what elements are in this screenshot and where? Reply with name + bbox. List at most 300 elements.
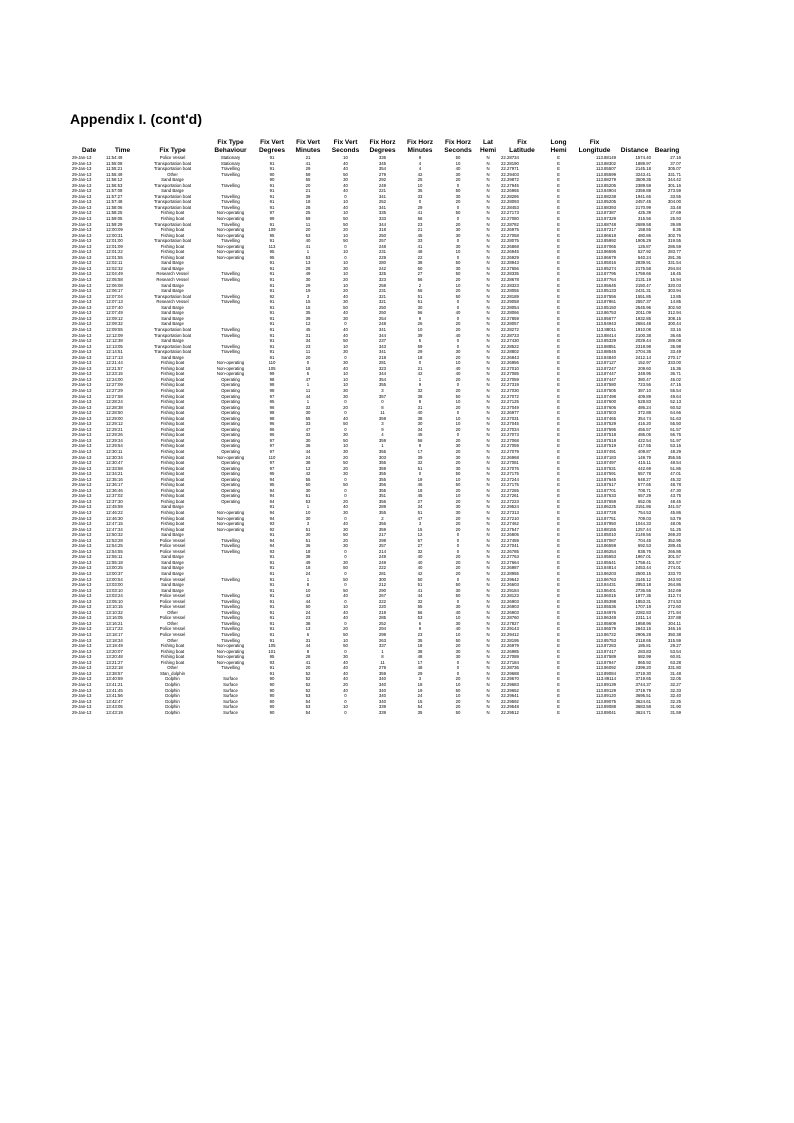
table-cell: 53 [305, 254, 311, 260]
table-cell: 53.15 [670, 443, 681, 449]
table-cell: 34 [305, 338, 311, 344]
table-cell: Sand Barge [161, 554, 184, 560]
table-cell: 29-Jan-13 [72, 471, 92, 477]
table-cell: N [486, 582, 490, 588]
table-cell: 56 [417, 609, 423, 615]
table-cell: N [486, 460, 490, 466]
table-cell: 354 [378, 376, 387, 382]
table-cell: 0 [344, 354, 347, 360]
table-cell: E [557, 182, 560, 188]
table-cell: 29-Jan-13 [72, 604, 92, 610]
table-cell: N [486, 676, 490, 682]
table-cell: 29 [417, 204, 423, 210]
table-cell: 12:07:13 [106, 299, 123, 305]
column-header-line-1: Fix Type [217, 139, 244, 146]
table-cell: 14.85 [670, 299, 681, 305]
table-cell: 0 [456, 576, 460, 582]
table-cell: Travelling [221, 609, 240, 615]
table-cell: Non-operating [216, 454, 245, 460]
table-cell: 20 [305, 182, 311, 188]
table-cell: 22.26903 [501, 609, 519, 615]
table-cell: Fishing boat [160, 465, 185, 471]
table-cell: 91 [269, 670, 275, 676]
table-cell: 22.29403 [501, 171, 519, 177]
table-cell: N [486, 620, 490, 626]
table-cell: 31.59 [670, 709, 681, 715]
table-cell: E [557, 216, 560, 222]
table-cell: E [557, 188, 560, 194]
column-header-line-2: Hemi [550, 147, 567, 154]
table-cell: 29-Jan-13 [72, 238, 92, 244]
table-cell: 50 [343, 532, 348, 538]
table-cell: N [486, 376, 490, 382]
table-cell: 12:29:54 [106, 443, 123, 449]
table-cell: N [486, 371, 490, 377]
table-cell: Fishing boat [160, 360, 185, 366]
table-cell: Operating [221, 393, 240, 399]
table-cell: 20 [455, 177, 461, 183]
table-cell: 331.71 [667, 171, 681, 177]
table-cell: 1877.35 [635, 593, 651, 599]
table-cell: 91 [269, 304, 275, 310]
table-cell: 248 [378, 243, 387, 249]
table-cell: 2906.28 [635, 632, 651, 638]
table-cell: E [557, 421, 560, 427]
table-cell: 29-Jan-13 [72, 437, 92, 443]
table-cell: 91 [269, 160, 275, 166]
column-header-line-1 [617, 139, 652, 147]
table-cell: 302.50 [667, 304, 681, 310]
table-cell: 2118.65 [635, 637, 651, 643]
table-cell: 35 [417, 709, 423, 715]
table-header-row [72, 135, 682, 155]
table-cell: 266.86 [667, 548, 681, 554]
table-cell: Stan_dolphin [159, 670, 186, 676]
table-cell: N [486, 515, 490, 521]
table-cell: 22.27081 [501, 460, 519, 466]
table-cell: Travelling [221, 171, 240, 177]
table-cell: 12:12:38 [106, 338, 123, 344]
table-cell: 29-Jan-13 [72, 404, 92, 410]
table-cell: 29-Jan-13 [72, 698, 92, 704]
table-cell: 113.86203 [596, 571, 616, 577]
table-cell: Fishing boat [160, 249, 185, 255]
table-cell: 22.27175 [501, 471, 519, 477]
table-cell: 29-Jan-13 [72, 687, 92, 693]
table-cell: 20 [455, 460, 461, 466]
table-cell: 359 [378, 415, 387, 421]
table-cell: 341 [378, 204, 387, 210]
table-cell: 31.48 [670, 670, 681, 676]
table-cell: 28 [305, 204, 311, 210]
table-cell: Transportation boat [153, 349, 192, 355]
table-cell: 30 [343, 654, 348, 660]
table-cell: 41 [417, 243, 423, 249]
table-cell: 12 [417, 532, 423, 538]
table-cell: N [486, 670, 490, 676]
table-cell: Fishing boat [160, 432, 185, 438]
table-cell: 33.55 [670, 193, 681, 199]
table-cell: 98 [269, 415, 275, 421]
table-cell: 0 [344, 487, 347, 493]
table-cell: 2170.99 [635, 204, 651, 210]
table-cell: N [486, 498, 490, 504]
table-cell: 425.39 [637, 210, 651, 216]
table-cell: 10 [343, 260, 348, 266]
table-cell: 359 [378, 465, 387, 471]
table-cell: 48.54 [670, 460, 681, 466]
table-cell: 2839.91 [635, 260, 651, 266]
table-cell: 0 [456, 543, 460, 549]
table-cell: Transportation boat [153, 343, 192, 349]
table-cell: 3719.65 [635, 676, 651, 682]
table-cell: 2029.44 [635, 338, 651, 344]
table-cell: Other [167, 171, 178, 177]
table-cell: 29-Jan-13 [72, 659, 92, 665]
table-cell: 10 [455, 693, 461, 699]
table-cell: Non-operating [216, 243, 245, 249]
table-cell: 50 [343, 216, 348, 222]
table-cell: 11:57:08 [106, 188, 123, 194]
table-cell: 3719.79 [635, 687, 651, 693]
table-cell: 315.56 [637, 216, 651, 222]
table-cell: E [557, 476, 560, 482]
table-cell: 33.16 [670, 326, 681, 332]
table-cell: E [557, 643, 560, 649]
table-cell: 0 [344, 709, 347, 715]
table-cell: 30 [455, 648, 461, 654]
table-cell: Sand Barge [161, 265, 184, 271]
table-cell: E [557, 166, 560, 172]
table-cell: 91 [269, 310, 275, 316]
table-cell: N [486, 299, 490, 305]
table-cell: 22.29652 [501, 687, 519, 693]
column-header [289, 135, 327, 155]
table-cell: 0 [456, 343, 460, 349]
table-cell: 48 [417, 654, 423, 660]
table-cell: 290 [378, 587, 387, 593]
table-cell: Fishing boat [160, 365, 185, 371]
column-header-line-1: Fix Horz [369, 139, 396, 146]
table-cell: 22.27763 [501, 554, 519, 560]
table-cell: 13:40:59 [106, 676, 123, 682]
table-cell: 20 [455, 643, 461, 649]
table-cell: 97 [269, 210, 275, 216]
table-cell: 34 [417, 504, 423, 510]
table-cell: 231 [378, 249, 387, 255]
table-cell: 96 [269, 421, 275, 427]
table-cell: 29-Jan-13 [72, 582, 92, 588]
table-cell: 22.26868 [501, 243, 519, 249]
table-cell: 25 [417, 177, 423, 183]
table-cell: 53 [305, 693, 311, 699]
column-header-line-2: Date [81, 147, 97, 154]
table-cell: 12:01:09 [106, 243, 123, 249]
table-cell: Travelling [221, 332, 240, 338]
table-cell: E [557, 254, 560, 260]
table-cell: 51 [305, 537, 311, 543]
table-cell: 113.87751 [596, 515, 616, 521]
table-cell: 113.86015 [596, 593, 616, 599]
table-cell: 0 [344, 598, 347, 604]
table-cell: N [486, 571, 490, 577]
table-cell: 22.28522 [501, 343, 519, 349]
table-cell: 29-Jan-13 [72, 681, 92, 687]
table-cell: 113.85599 [596, 171, 616, 177]
table-cell: Sand Barge [161, 304, 184, 310]
table-cell: 40 [343, 593, 348, 599]
table-cell: 22.29683 [501, 681, 519, 687]
table-cell: Fishing boat [160, 426, 185, 432]
table-cell: 29-Jan-13 [72, 532, 92, 538]
table-cell: 3 [381, 421, 384, 427]
table-cell: 20 [343, 465, 348, 471]
table-cell: 12:21:44 [106, 360, 123, 366]
table-cell: 346.16 [667, 626, 681, 632]
table-cell: 286.59 [667, 243, 681, 249]
table-cell: 209.60 [637, 365, 651, 371]
table-cell: 27 [417, 271, 423, 277]
column-header-line-2: Behaviour [214, 147, 247, 154]
table-cell: 237 [378, 338, 387, 344]
table-cell: Sand Barge [161, 571, 184, 577]
table-cell: 51.63 [670, 415, 681, 421]
table-cell: 409.87 [637, 448, 651, 454]
table-cell: N [486, 548, 490, 554]
table-cell: 1707.18 [635, 604, 651, 610]
table-cell: E [557, 465, 560, 471]
table-cell: 340 [378, 687, 387, 693]
table-cell: 48.29 [670, 448, 681, 454]
table-cell: 29-Jan-13 [72, 232, 92, 238]
table-cell: N [486, 598, 490, 604]
table-cell: 12:30:47 [106, 460, 123, 466]
table-cell: 20 [343, 498, 348, 504]
table-cell: 55.50 [670, 421, 681, 427]
table-cell: E [557, 537, 560, 543]
table-cell: 22.26785 [501, 548, 519, 554]
table-cell: Travelling [221, 598, 240, 604]
table-cell: 50 [455, 260, 461, 266]
table-cell: 0 [456, 182, 460, 188]
table-cell: 91 [269, 632, 275, 638]
table-cell: 30 [343, 471, 348, 477]
table-cell: 30 [455, 510, 461, 515]
table-cell: 300.44 [667, 321, 681, 327]
table-cell: 29-Jan-13 [72, 426, 92, 432]
table-cell: Travelling [221, 349, 240, 355]
column-header [499, 135, 545, 155]
table-cell: 22.27125 [501, 399, 519, 405]
table-cell: 1958.96 [635, 620, 651, 626]
table-cell: 337 [378, 643, 387, 649]
table-cell: 22.27319 [501, 382, 519, 388]
table-cell: E [557, 365, 560, 371]
table-cell: 18 [305, 565, 311, 571]
table-cell: 96 [269, 404, 275, 410]
table-cell: 27.16 [670, 155, 681, 160]
table-cell: 29-Jan-13 [72, 432, 92, 438]
table-cell: 50 [343, 437, 348, 443]
table-cell: 29-Jan-13 [72, 648, 92, 654]
table-cell: Non-operating [216, 659, 245, 665]
table-cell: 12 [305, 321, 311, 327]
table-cell: 1 [306, 399, 310, 405]
table-cell: 113.87447 [596, 371, 616, 377]
table-cell: 20 [305, 227, 311, 233]
table-cell: 41 [305, 659, 311, 665]
column-header [477, 135, 499, 155]
table-cell: Non-operating [216, 360, 245, 366]
table-cell: 11 [380, 410, 385, 416]
table-cell: N [486, 204, 490, 210]
table-cell: E [557, 382, 560, 388]
table-cell: 30 [343, 299, 348, 305]
table-cell: 3 [418, 676, 422, 682]
table-cell: 50 [343, 304, 348, 310]
table-cell: 113.85205 [596, 199, 616, 205]
table-cell: 0 [344, 620, 347, 626]
table-cell: 30 [343, 177, 348, 183]
table-cell: 29-Jan-13 [72, 326, 92, 332]
table-cell: 304.00 [667, 199, 681, 205]
table-cell: 50 [455, 687, 461, 693]
table-cell: 40 [343, 521, 348, 527]
table-cell: 294.84 [667, 265, 681, 271]
table-cell: 2431.31 [635, 288, 651, 294]
table-cell: 22.27459 [501, 537, 519, 543]
table-cell: 32.25 [670, 698, 681, 704]
table-cell: 22.27265 [501, 487, 519, 493]
table-cell: 50 [455, 188, 461, 194]
table-cell: Non-operating [216, 526, 245, 532]
table-cell: 0 [344, 254, 347, 260]
table-cell: 372.88 [637, 410, 651, 416]
table-cell: 12:27:29 [106, 387, 123, 393]
table-cell: Sand Barge [161, 288, 184, 294]
table-cell: 113.88414 [596, 332, 616, 338]
table-cell: 8 [306, 648, 310, 654]
table-cell: 2453.44 [635, 565, 651, 571]
table-cell: 4 [381, 432, 384, 438]
table-cell: 97 [269, 443, 275, 449]
table-cell: 13:03:24 [106, 593, 123, 599]
table-cell: 9 [381, 426, 384, 432]
table-cell: 13:00:25 [106, 565, 123, 571]
table-cell: 22.26965 [501, 188, 519, 194]
table-cell: 22 [417, 254, 423, 260]
table-cell: 20 [343, 537, 348, 543]
table-cell: Fishing boat [160, 376, 185, 382]
table-cell: 10 [455, 681, 461, 687]
table-cell: 22.26903 [501, 604, 519, 610]
table-cell: 2557.37 [635, 299, 651, 305]
table-cell: 38 [305, 554, 311, 560]
table-cell: 12:28:50 [106, 410, 123, 416]
table-cell: 55 [305, 177, 311, 183]
table-cell: 94 [269, 543, 275, 549]
table-cell: 289.08 [667, 338, 681, 344]
table-cell: 113.87417 [596, 648, 616, 654]
table-cell: 249 [378, 559, 387, 565]
table-cell: Research Vessel [156, 271, 189, 277]
table-cell: Fishing boat [160, 498, 185, 504]
table-cell: 331.80 [667, 665, 681, 671]
table-cell: E [557, 171, 560, 177]
table-cell: 12:01:22 [106, 249, 123, 255]
table-cell: 29-Jan-13 [72, 504, 92, 510]
table-cell: E [557, 454, 560, 460]
table-cell: 113.87498 [596, 393, 616, 399]
table-cell: 52 [305, 670, 311, 676]
table-cell: 55 [417, 604, 423, 610]
table-cell: Fishing boat [160, 526, 185, 532]
table-cell: 0 [344, 243, 347, 249]
table-cell: 50 [455, 709, 461, 715]
table-cell: 54 [305, 698, 311, 704]
table-cell: E [557, 204, 560, 210]
table-cell: 51 [417, 299, 423, 305]
table-cell: 22.28678 [501, 277, 519, 283]
table-cell: E [557, 343, 560, 349]
table-cell: 29-Jan-13 [72, 387, 92, 393]
table-cell: 12:27:58 [106, 393, 123, 399]
table-cell: 50 [455, 593, 461, 599]
table-cell: N [486, 587, 490, 593]
table-cell: 97 [269, 437, 275, 443]
table-cell: Dolphin [165, 704, 180, 710]
table-cell: 113.88748 [596, 221, 616, 227]
table-cell: 2011.09 [635, 310, 651, 316]
table-cell: 10 [343, 637, 348, 643]
table-cell: 20 [455, 515, 461, 521]
table-cell: Operating [221, 448, 240, 454]
table-cell: 22.27313 [501, 510, 519, 515]
table-cell: 2684.48 [635, 321, 651, 327]
table-cell: 12:53:28 [106, 537, 123, 543]
table-cell: 2736.55 [635, 587, 651, 593]
table-cell: 2100.38 [635, 332, 651, 338]
table-cell: 91 [269, 204, 275, 210]
table-cell: 91 [269, 326, 275, 332]
table-cell: 0 [344, 554, 347, 560]
table-cell: 15.94 [670, 277, 681, 283]
table-cell: N [486, 681, 490, 687]
table-cell: 22.27058 [501, 232, 519, 238]
table-cell: 40 [343, 365, 348, 371]
table-cell: 22.26975 [501, 227, 519, 233]
table-cell: 13:00:54 [106, 576, 123, 582]
table-cell: 341 [378, 193, 387, 199]
table-cell: 113.87580 [596, 382, 616, 388]
table-cell: 48 [417, 665, 423, 671]
table-cell: 22.27030 [501, 387, 519, 393]
table-cell: 20 [343, 227, 348, 233]
table-cell: 30 [305, 487, 311, 493]
table-cell: 12:24:00 [106, 376, 123, 382]
table-cell: E [557, 304, 560, 310]
table-cell: 54 [417, 704, 423, 710]
table-cell: 40 [343, 415, 348, 421]
table-cell: 13:38:57 [106, 670, 123, 676]
table-cell: 25.93 [670, 216, 681, 222]
table-cell: 29-Jan-13 [72, 193, 92, 199]
table-cell: Fishing boat [160, 399, 185, 405]
table-cell: N [486, 349, 490, 355]
table-cell: Fishing boat [160, 515, 185, 521]
table-cell: 18 [417, 681, 423, 687]
table-cell: 29 [305, 166, 311, 172]
